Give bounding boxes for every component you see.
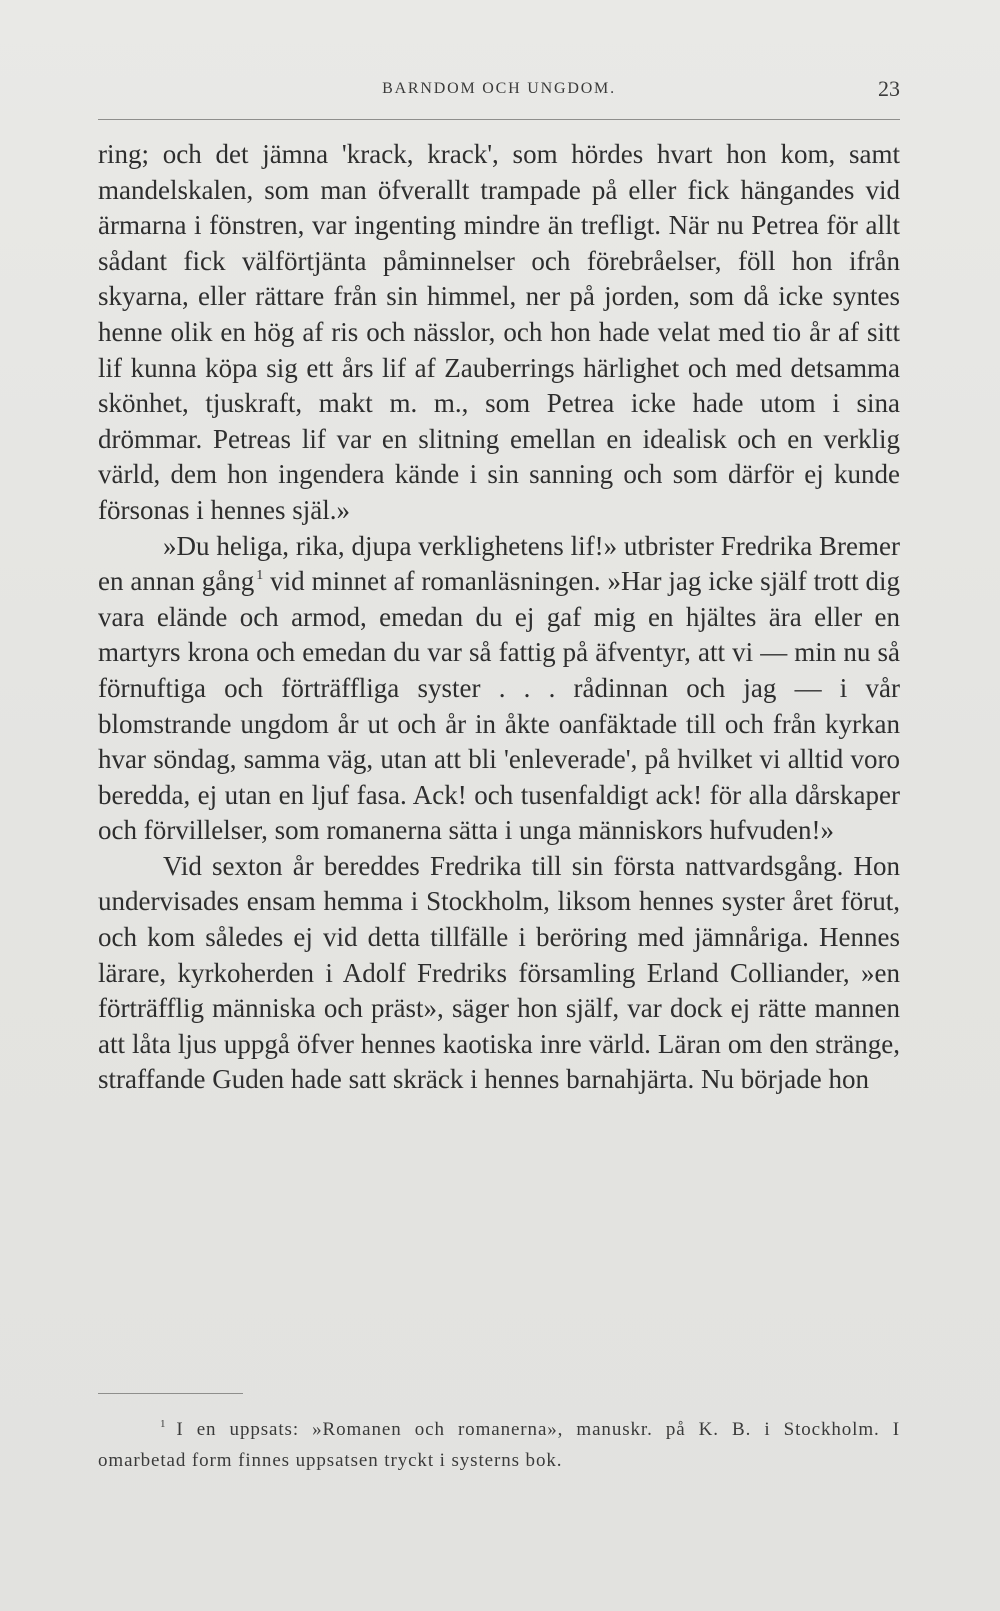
paragraph-2-part-a: »Du heliga, rika, djupa verklighetens lif!» utbrister Fredrika Bremer en annan gång [98, 530, 900, 597]
footnote-reference: 1 [256, 568, 264, 584]
footnote-text: I en uppsats: »Romanen och romanerna», manuskr. på K. B. i Stockholm. I omarbetad form finnes uppsatsen tryckt i systerns bok. [98, 1419, 900, 1471]
paragraph-3: Vid sexton år bereddes Fredrika till sin första nattvardsgång. Hon undervisades ensam hemma i Stockholm, liksom hennes syster året förut, och kom således ej vid detta tillfälle i beröring med jämnåriga. Hennes lärare, kyrkoherden i Adolf Fredriks församling Erland Colliander, »en förträfflig människa och präst», säger hon själf, var dock ej rätte mannen att låta ljus uppgå öfver hennes kaotiska inre värld. Läran om den stränge, straffande Guden hade satt skräck i hennes barnahjärta. Nu började hon [98, 850, 900, 1095]
header-rule [98, 119, 900, 120]
paragraph-2 [98, 529, 900, 849]
body-text [98, 137, 900, 1098]
paragraph-2-part-b: vid minnet af romanläsningen. »Har jag icke själf trott dig vara elände och armod, emedan du ej gaf mig en hjältes ära eller en martyrs krona och emedan du var så fattig på äfventyr, att vi — min nu så förnuftiga och förträffliga syster . . . rådinnan och jag — i vår blomstrande ungdom år ut och år in åkte oanfäktade till och från kyrkan hvar söndag, samma väg, utan att bli 'enleverade', på hvilket vi alltid voro beredda, ej utan en ljuf fasa. Ack! och tusenfaldigt ack! för alla dårskaper och förvillelser, som romanerna sätta i unga människors hufvuden!» [98, 566, 900, 846]
footnote-marker: 1 [160, 1418, 167, 1430]
page-number: 23 [878, 76, 900, 101]
running-head [98, 76, 900, 104]
footnote-rule [98, 1393, 243, 1394]
paragraph-1: ring; och det jämna 'krack, krack', som hördes hvart hon kom, samt mandelskalen, som man öfverallt trampade på eller fick hängandes vid ärmarna i fönstren, var ingenting mindre än trefligt. När nu Petrea för allt sådant fick välförtjänta påminnelser och förebråelser, föll hon ifrån skyarna, eller rättare från sin himmel, ner på jorden, som då icke syntes henne olik en hög af ris och nässlor, och hon hade velat med tio år af sitt lif kunna köpa sig ett års lif af Zauberrings härlighet och med detsamma skönhet, tjuskraft, makt m. m., som Petrea icke hade utom i sina drömmar. Petreas lif var en slitning emellan en idealisk och en verklig värld, dem hon ingendera kände i sin sanning och som därför ej kunde försonas i hennes själ.» [98, 139, 900, 525]
footnote [98, 1414, 900, 1476]
running-title: BARNDOM OCH UNGDOM. [382, 80, 616, 97]
